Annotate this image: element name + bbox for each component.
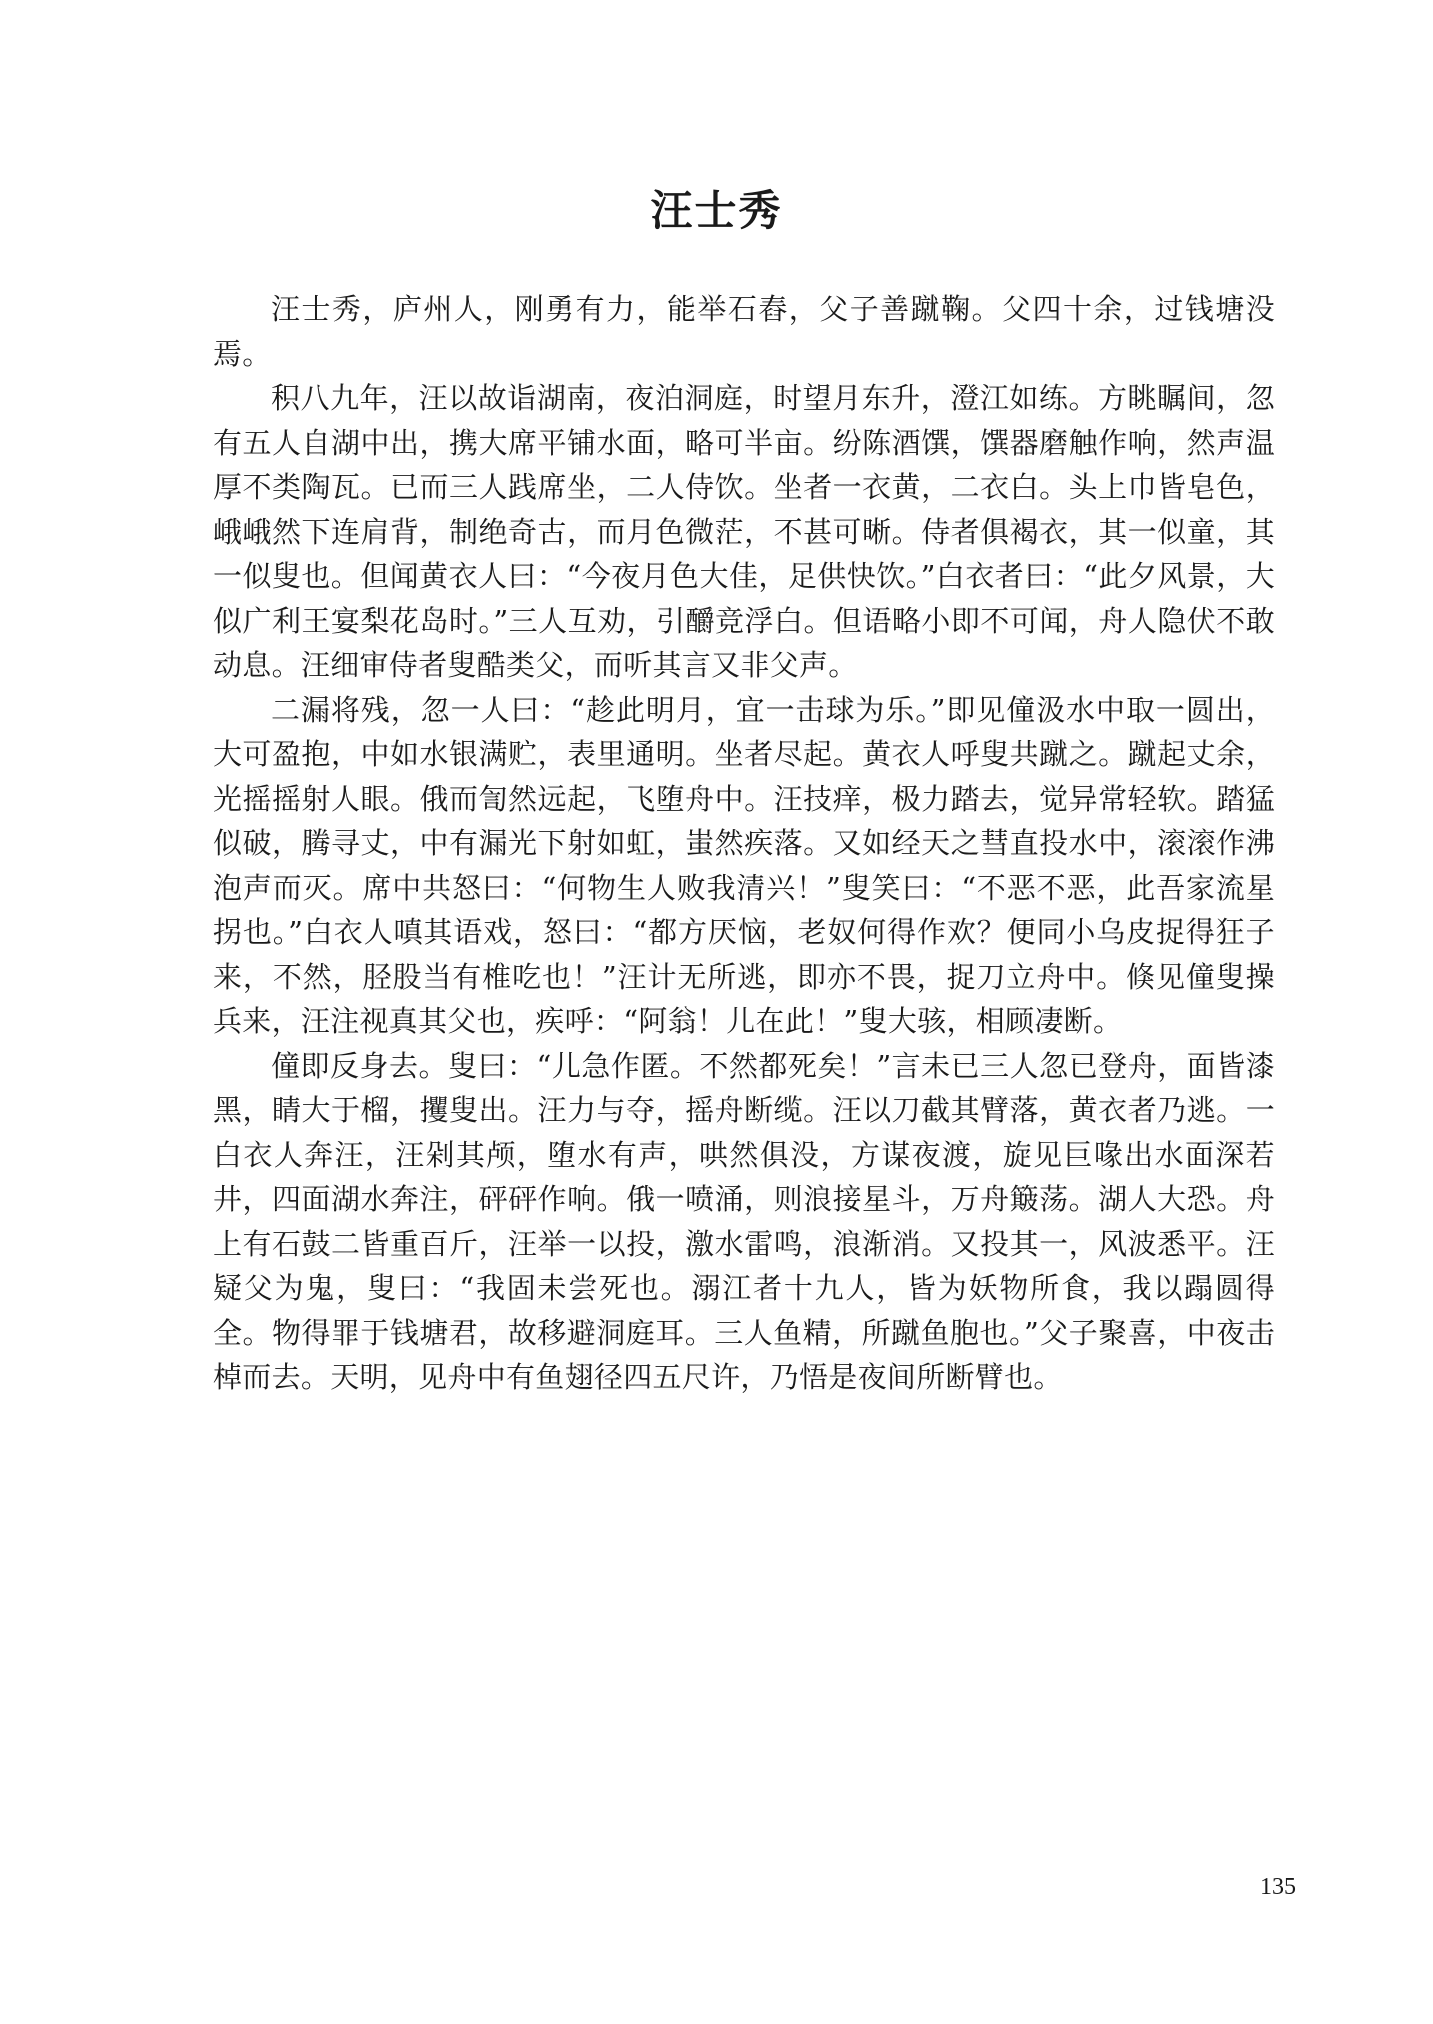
paragraph: 汪士秀，庐州人，刚勇有力，能举石舂，父子善蹴鞠。父四十余，过钱塘没焉。 — [213, 292, 1275, 371]
page-number: 135 — [1260, 1874, 1296, 1900]
page-title: 汪士秀 — [650, 186, 783, 235]
body-text — [213, 287, 1275, 1400]
paragraph: 二漏将残，忽一人曰：“趁此明月，宜一击球为乐。”即见僮汲水中取一圆出，大可盈抱，中如水银满贮，表里通明。坐者尽起。黄衣人呼叟共蹴之。蹴起丈余，光摇摇射人眼。俄而訇然远起，飞堕舟中。汪技痒，极力踏去，觉异常轻软。踏猛似破，腾寻丈，中有漏光下射如虹，蚩然疾落。又如经天之彗直投水中，滚滚作沸泡声而灭。席中共怒曰：“何物生人败我清兴！”叟笑曰：“不恶不恶，此吾家流星拐也。”白衣人嗔其语戏，怒曰：“都方厌恼，老奴何得作欢？便同小乌皮捉得狂子来，不然，胫股当有椎吃也！”汪计无所逃，即亦不畏，捉刀立舟中。倏见僮叟操兵来，汪注视真其父也，疾呼：“阿翁！儿在此！”叟大骇，相顾凄断。 — [213, 692, 1275, 1038]
paragraph: 僮即反身去。叟曰：“儿急作匿。不然都死矣！”言未已三人忽已登舟，面皆漆黑，睛大于榴，攫叟出。汪力与夺，摇舟断缆。汪以刀截其臂落，黄衣者乃逃。一白衣人奔汪，汪剁其颅，堕水有声，哄然俱没，方谋夜渡，旋见巨喙出水面深若井，四面湖水奔注，砰砰作响。俄一喷涌，则浪接星斗，万舟簸荡。湖人大恐。舟上有石鼓二皆重百斤，汪举一以投，激水雷鸣，浪渐消。又投其一，风波悉平。汪疑父为鬼，叟曰：“我固未尝死也。溺江者十九人，皆为妖物所食，我以蹋圆得全。物得罪于钱塘君，故移避洞庭耳。三人鱼精，所蹴鱼胞也。”父子聚喜，中夜击棹而去。天明，见舟中有鱼翅径四五尺许，乃悟是夜间所断臂也。 — [213, 1048, 1275, 1394]
paragraph: 积八九年，汪以故诣湖南，夜泊洞庭，时望月东升，澄江如练。方眺瞩间，忽有五人自湖中出，携大席平铺水面，略可半亩。纷陈酒馔，馔器磨触作响，然声温厚不类陶瓦。已而三人践席坐，二人侍饮。坐者一衣黄，二衣白。头上巾皆皂色，峨峨然下连肩背，制绝奇古，而月色微茫，不甚可晰。侍者俱褐衣，其一似童，其一似叟也。但闻黄衣人曰：“今夜月色大佳，足供快饮。”白衣者曰：“此夕风景，大似广利王宴梨花岛时。”三人互劝，引釂竞浮白。但语略小即不可闻，舟人隐伏不敢动息。汪细审侍者叟酷类父，而听其言又非父声。 — [213, 381, 1275, 682]
